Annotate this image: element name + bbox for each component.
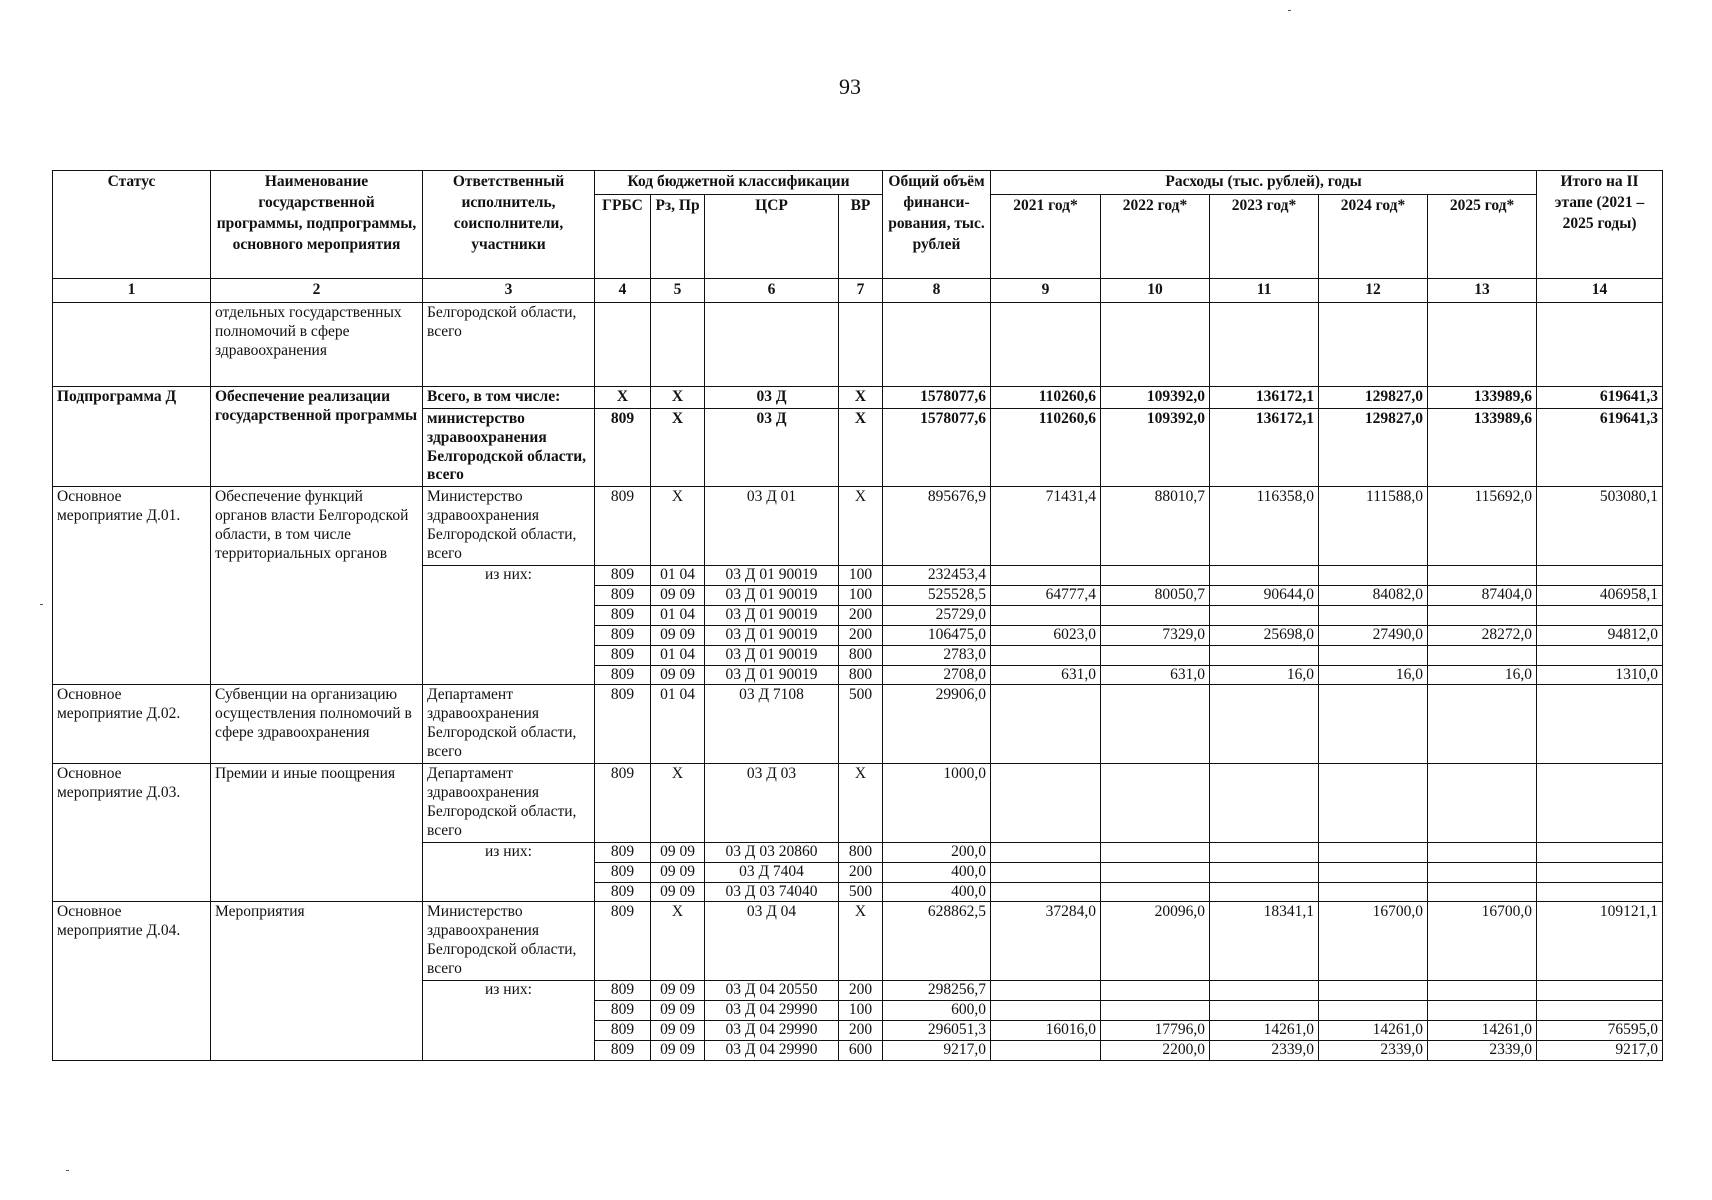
header-vr: ВР <box>839 194 883 278</box>
y2024-cell: 16,0 <box>1319 665 1428 685</box>
y2025-cell <box>1428 566 1537 586</box>
total-cell: 525528,5 <box>883 585 991 605</box>
y2023-cell: 16,0 <box>1210 665 1319 685</box>
grbs-cell: 809 <box>595 1000 651 1020</box>
grbs-cell: 809 <box>595 605 651 625</box>
csr-cell: 03 Д <box>705 408 839 487</box>
column-number-row <box>53 278 1663 302</box>
y2021-cell <box>991 981 1101 1001</box>
table-row <box>53 902 1663 981</box>
y2022-cell <box>1101 566 1210 586</box>
y2022-cell: 2200,0 <box>1101 1040 1210 1060</box>
status-cell: Основное мероприятие Д.03. <box>53 764 211 902</box>
y2024-cell: 2339,0 <box>1319 1040 1428 1060</box>
y2024-cell: 27490,0 <box>1319 625 1428 645</box>
y2023-cell <box>1210 1000 1319 1020</box>
y2024-cell: 111588,0 <box>1319 487 1428 566</box>
executor-cell: Министерство здравоохранения Белгородской области, всего <box>423 902 595 981</box>
y2024-cell: 16700,0 <box>1319 902 1428 981</box>
rzpr-cell: 09 09 <box>651 625 705 645</box>
rzpr-cell: 09 09 <box>651 1000 705 1020</box>
csr-cell: 03 Д 04 29990 <box>705 1040 839 1060</box>
y2021-cell: 110260,6 <box>991 386 1101 408</box>
itogo-cell <box>1537 1000 1663 1020</box>
y2022-cell: 109392,0 <box>1101 386 1210 408</box>
vr-cell: 100 <box>839 566 883 586</box>
itogo-cell: 406958,1 <box>1537 585 1663 605</box>
header-rzpr: Рз, Пр <box>651 194 705 278</box>
grbs-cell: 809 <box>595 902 651 981</box>
y2021-cell <box>991 645 1101 665</box>
table-row <box>53 487 1663 566</box>
y2024-cell: 129827,0 <box>1319 386 1428 408</box>
y2023-cell <box>1210 605 1319 625</box>
vr-cell: 200 <box>839 981 883 1001</box>
itogo-cell: 76595,0 <box>1537 1020 1663 1040</box>
executor-cell: Министерство здравоохранения Белгородской области, всего <box>423 487 595 566</box>
header-expenses: Расходы (тыс. рублей), годы <box>991 171 1537 195</box>
table-row <box>53 386 1663 408</box>
vr-cell: 200 <box>839 1020 883 1040</box>
y2025-cell <box>1428 645 1537 665</box>
y2023-cell: 136172,1 <box>1210 386 1319 408</box>
y2022-cell <box>1101 605 1210 625</box>
table-row <box>53 764 1663 843</box>
grbs-cell: 809 <box>595 665 651 685</box>
y2024-cell: 84082,0 <box>1319 585 1428 605</box>
y2024-cell <box>1319 1000 1428 1020</box>
y2025-cell <box>1428 605 1537 625</box>
y2023-cell: 90644,0 <box>1210 585 1319 605</box>
csr-cell: 03 Д 7108 <box>705 685 839 764</box>
csr-cell: 03 Д 04 <box>705 902 839 981</box>
header-name: Наименование государственной программы, подпрограммы, основного мероприятия <box>211 171 423 279</box>
rzpr-cell: 09 09 <box>651 665 705 685</box>
total-cell: 296051,3 <box>883 1020 991 1040</box>
rzpr-cell: Х <box>651 764 705 843</box>
y2023-cell <box>1210 566 1319 586</box>
itogo-cell: 94812,0 <box>1537 625 1663 645</box>
total-cell: 1578077,6 <box>883 386 991 408</box>
header-grbs: ГРБС <box>595 194 651 278</box>
rzpr-cell: 09 09 <box>651 981 705 1001</box>
y2021-cell <box>991 1040 1101 1060</box>
itogo-cell: 503080,1 <box>1537 487 1663 566</box>
vr-cell: 800 <box>839 665 883 685</box>
vr-cell: 800 <box>839 842 883 862</box>
vr-cell: 500 <box>839 882 883 902</box>
grbs-cell: 809 <box>595 882 651 902</box>
itogo-cell <box>1537 645 1663 665</box>
y2021-cell <box>991 605 1101 625</box>
header-executor: Ответственный исполнитель, соисполнители, участники <box>423 171 595 279</box>
y2022-cell: 80050,7 <box>1101 585 1210 605</box>
column-number: 11 <box>1210 278 1319 302</box>
csr-cell: 03 Д <box>705 386 839 408</box>
column-number: 3 <box>423 278 595 302</box>
header-csr: ЦСР <box>705 194 839 278</box>
y2023-cell: 14261,0 <box>1210 1020 1319 1040</box>
grbs-cell: 809 <box>595 685 651 764</box>
column-number: 2 <box>211 278 423 302</box>
scan-mark <box>40 604 43 605</box>
vr-cell: 600 <box>839 1040 883 1060</box>
rzpr-cell: 01 04 <box>651 645 705 665</box>
csr-cell: 03 Д 04 29990 <box>705 1000 839 1020</box>
vr-cell: Х <box>839 386 883 408</box>
column-number: 4 <box>595 278 651 302</box>
header-2025: 2025 год* <box>1428 194 1537 278</box>
y2023-cell: 116358,0 <box>1210 487 1319 566</box>
column-number: 8 <box>883 278 991 302</box>
y2022-cell <box>1101 645 1210 665</box>
y2024-cell: 129827,0 <box>1319 408 1428 487</box>
grbs-cell: 809 <box>595 408 651 487</box>
csr-cell: 03 Д 01 90019 <box>705 645 839 665</box>
y2023-cell: 2339,0 <box>1210 1040 1319 1060</box>
status-cell: Подпрограмма Д <box>53 386 211 487</box>
rzpr-cell: 09 09 <box>651 585 705 605</box>
y2025-cell: 28272,0 <box>1428 625 1537 645</box>
csr-cell: 03 Д 01 90019 <box>705 605 839 625</box>
y2024-cell <box>1319 566 1428 586</box>
executor-cell: Департамент здравоохранения Белгородской области, всего <box>423 685 595 764</box>
rzpr-cell: 01 04 <box>651 566 705 586</box>
scan-mark <box>66 1170 69 1171</box>
y2025-cell: 133989,6 <box>1428 386 1537 408</box>
column-number: 6 <box>705 278 839 302</box>
total-cell: 2708,0 <box>883 665 991 685</box>
y2025-cell: 133989,6 <box>1428 408 1537 487</box>
csr-cell: 03 Д 03 <box>705 764 839 843</box>
vr-cell: 100 <box>839 585 883 605</box>
table-row <box>53 302 1663 386</box>
total-cell: 25729,0 <box>883 605 991 625</box>
grbs-cell: 809 <box>595 842 651 862</box>
itogo-cell <box>1537 566 1663 586</box>
grbs-cell: 809 <box>595 645 651 665</box>
name-cell: Субвенции на организацию осуществления полномочий в сфере здравоохранения <box>211 685 423 764</box>
total-cell: 298256,7 <box>883 981 991 1001</box>
y2021-cell: 631,0 <box>991 665 1101 685</box>
itogo-cell: 9217,0 <box>1537 1040 1663 1060</box>
rzpr-cell: 01 04 <box>651 605 705 625</box>
y2025-cell: 16700,0 <box>1428 902 1537 981</box>
total-cell: 1578077,6 <box>883 408 991 487</box>
y2022-cell: 7329,0 <box>1101 625 1210 645</box>
total-cell: 9217,0 <box>883 1040 991 1060</box>
sub-label: из них: <box>423 566 595 685</box>
vr-cell: Х <box>839 487 883 566</box>
rzpr-cell: Х <box>651 902 705 981</box>
column-number: 1 <box>53 278 211 302</box>
status-cell <box>53 302 211 386</box>
column-number: 9 <box>991 278 1101 302</box>
vr-cell: 800 <box>839 645 883 665</box>
y2025-cell: 2339,0 <box>1428 1040 1537 1060</box>
itogo-cell: 1310,0 <box>1537 665 1663 685</box>
name-cell: Премии и иные поощрения <box>211 764 423 902</box>
budget-table <box>52 170 1663 1061</box>
csr-cell: 03 Д 04 20550 <box>705 981 839 1001</box>
name-cell: Мероприятия <box>211 902 423 1060</box>
total-cell: 200,0 <box>883 842 991 862</box>
vr-cell: Х <box>839 902 883 981</box>
csr-cell: 03 Д 01 90019 <box>705 665 839 685</box>
y2022-cell: 631,0 <box>1101 665 1210 685</box>
y2024-cell <box>1319 605 1428 625</box>
total-cell: 600,0 <box>883 1000 991 1020</box>
grbs-cell: 809 <box>595 1020 651 1040</box>
total-cell: 628862,5 <box>883 902 991 981</box>
y2025-cell <box>1428 1000 1537 1020</box>
rzpr-cell: 09 09 <box>651 882 705 902</box>
y2021-cell: 6023,0 <box>991 625 1101 645</box>
y2023-cell: 136172,1 <box>1210 408 1319 487</box>
sub-label: из них: <box>423 981 595 1061</box>
vr-cell: 200 <box>839 605 883 625</box>
rzpr-cell: 09 09 <box>651 1020 705 1040</box>
column-number: 12 <box>1319 278 1428 302</box>
total-cell: 400,0 <box>883 862 991 882</box>
column-number: 10 <box>1101 278 1210 302</box>
csr-cell: 03 Д 01 90019 <box>705 625 839 645</box>
header-2024: 2024 год* <box>1319 194 1428 278</box>
rzpr-cell: Х <box>651 408 705 487</box>
vr-cell: Х <box>839 408 883 487</box>
itogo-cell: 109121,1 <box>1537 902 1663 981</box>
grbs-cell: 809 <box>595 981 651 1001</box>
csr-cell: 03 Д 7404 <box>705 862 839 882</box>
executor-cell: министерство здравоохранения Белгородской области, всего <box>423 408 595 487</box>
column-number: 14 <box>1537 278 1663 302</box>
y2022-cell: 88010,7 <box>1101 487 1210 566</box>
vr-cell: 500 <box>839 685 883 764</box>
csr-cell: 03 Д 04 29990 <box>705 1020 839 1040</box>
column-number: 5 <box>651 278 705 302</box>
header-status: Статус <box>53 171 211 279</box>
grbs-cell: 809 <box>595 585 651 605</box>
name-cell: Обеспечение реализации государственной программы <box>211 386 423 487</box>
grbs-cell: Х <box>595 386 651 408</box>
y2025-cell: 87404,0 <box>1428 585 1537 605</box>
y2022-cell: 109392,0 <box>1101 408 1210 487</box>
y2025-cell: 115692,0 <box>1428 487 1537 566</box>
vr-cell: 200 <box>839 625 883 645</box>
grbs-cell: 809 <box>595 764 651 843</box>
scan-mark <box>1288 10 1291 11</box>
csr-cell: 03 Д 03 20860 <box>705 842 839 862</box>
status-cell: Основное мероприятие Д.04. <box>53 902 211 1060</box>
total-cell: 29906,0 <box>883 685 991 764</box>
status-cell: Основное мероприятие Д.01. <box>53 487 211 685</box>
grbs-cell: 809 <box>595 1040 651 1060</box>
executor-cell: Всего, в том числе: <box>423 386 595 408</box>
grbs-cell: 809 <box>595 625 651 645</box>
y2021-cell <box>991 1000 1101 1020</box>
itogo-cell <box>1537 605 1663 625</box>
y2021-cell: 16016,0 <box>991 1020 1101 1040</box>
executor-cell: Белгородской области, всего <box>423 302 595 386</box>
y2025-cell: 14261,0 <box>1428 1020 1537 1040</box>
y2023-cell <box>1210 645 1319 665</box>
header-row <box>53 171 1663 195</box>
grbs-cell: 809 <box>595 566 651 586</box>
y2021-cell <box>991 566 1101 586</box>
total-cell: 1000,0 <box>883 764 991 843</box>
rzpr-cell: Х <box>651 487 705 566</box>
itogo-cell <box>1537 981 1663 1001</box>
y2021-cell: 37284,0 <box>991 902 1101 981</box>
rzpr-cell: 09 09 <box>651 842 705 862</box>
executor-cell: Департамент здравоохранения Белгородской области, всего <box>423 764 595 843</box>
y2024-cell: 14261,0 <box>1319 1020 1428 1040</box>
total-cell: 2783,0 <box>883 645 991 665</box>
y2024-cell <box>1319 645 1428 665</box>
total-cell: 400,0 <box>883 882 991 902</box>
header-2022: 2022 год* <box>1101 194 1210 278</box>
csr-cell: 03 Д 01 <box>705 487 839 566</box>
grbs-cell: 809 <box>595 862 651 882</box>
y2022-cell <box>1101 1000 1210 1020</box>
y2025-cell: 16,0 <box>1428 665 1537 685</box>
itogo-cell: 619641,3 <box>1537 408 1663 487</box>
name-cell: отдельных государственных полномочий в сфере здравоохранения <box>211 302 423 386</box>
rzpr-cell: 09 09 <box>651 862 705 882</box>
csr-cell: 03 Д 01 90019 <box>705 585 839 605</box>
total-cell: 106475,0 <box>883 625 991 645</box>
header-total: Общий объём финанси-рования, тыс. рублей <box>883 171 991 279</box>
rzpr-cell: Х <box>651 386 705 408</box>
header-itogo: Итого на II этапе (2021 – 2025 годы) <box>1537 171 1663 279</box>
header-budget-code: Код бюджетной классификации <box>595 171 883 195</box>
y2022-cell: 17796,0 <box>1101 1020 1210 1040</box>
column-number: 7 <box>839 278 883 302</box>
y2023-cell: 18341,1 <box>1210 902 1319 981</box>
table-row <box>53 685 1663 764</box>
status-cell: Основное мероприятие Д.02. <box>53 685 211 764</box>
y2023-cell: 25698,0 <box>1210 625 1319 645</box>
y2021-cell: 64777,4 <box>991 585 1101 605</box>
column-number: 13 <box>1428 278 1537 302</box>
vr-cell: 100 <box>839 1000 883 1020</box>
y2022-cell: 20096,0 <box>1101 902 1210 981</box>
csr-cell: 03 Д 01 90019 <box>705 566 839 586</box>
csr-cell: 03 Д 03 74040 <box>705 882 839 902</box>
total-cell: 232453,4 <box>883 566 991 586</box>
y2023-cell <box>1210 981 1319 1001</box>
grbs-cell: 809 <box>595 487 651 566</box>
vr-cell: Х <box>839 764 883 843</box>
y2021-cell: 110260,6 <box>991 408 1101 487</box>
total-cell: 895676,9 <box>883 487 991 566</box>
header-2023: 2023 год* <box>1210 194 1319 278</box>
rzpr-cell: 09 09 <box>651 1040 705 1060</box>
name-cell: Обеспечение функций органов власти Белгородской области, в том числе территориальных органов <box>211 487 423 685</box>
itogo-cell: 619641,3 <box>1537 386 1663 408</box>
page-number: 93 <box>839 74 861 99</box>
y2025-cell <box>1428 981 1537 1001</box>
header-2021: 2021 год* <box>991 194 1101 278</box>
sub-label: из них: <box>423 842 595 902</box>
vr-cell: 200 <box>839 862 883 882</box>
rzpr-cell: 01 04 <box>651 685 705 764</box>
y2022-cell <box>1101 981 1210 1001</box>
y2021-cell: 71431,4 <box>991 487 1101 566</box>
y2024-cell <box>1319 981 1428 1001</box>
